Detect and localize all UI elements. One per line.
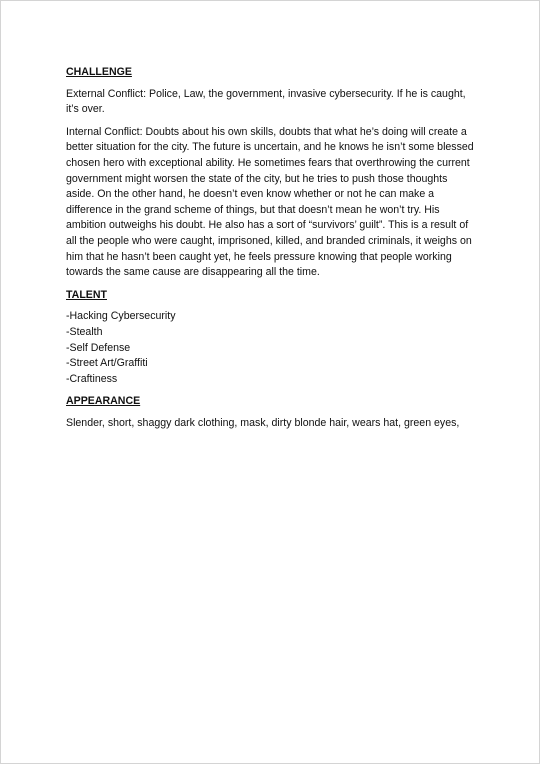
document-body (66, 65, 478, 438)
appearance-heading: APPEARANCE (66, 395, 141, 408)
talent-list (66, 309, 478, 387)
talent-heading: TALENT (66, 288, 107, 301)
talent-item: -Stealth (66, 325, 103, 338)
talent-item: -Street Art/Graffiti (66, 357, 148, 370)
appearance-section (66, 394, 478, 431)
internal-conflict-paragraph: Internal Conflict: Doubts about his own skills, doubts that what he’s doing will create a better situation for the city. The future is uncertain, and he knows he isn’t some blessed chosen hero with exceptional ability. He sometimes fears that overthrowing the current government might worsen the state of the city, but he tries to push those thoughts aside. On the other hand, he doesn’t even know whether or not he can make a difference in the grand scheme of things, but that doesn’t mean he won’t try. His ambition outweighs his doubt. He also has a sort of “survivors’ guilt”. This is a result of all the people who were caught, imprisoned, killed, and branded criminals, it weighs on him that he hasn’t been caught yet, he feels pressure knowing that people working towards the same cause are disappearing all the time. (66, 125, 474, 279)
challenge-section (66, 65, 478, 281)
external-conflict-paragraph: External Conflict: Police, Law, the government, invasive cybersecurity. If he is caught, it’s over. (66, 87, 466, 116)
talent-item: -Hacking Cybersecurity (66, 310, 176, 323)
talent-item: -Craftiness (66, 372, 118, 385)
talent-item: -Self Defense (66, 341, 131, 354)
challenge-heading: CHALLENGE (66, 66, 132, 78)
appearance-paragraph: Slender, short, shaggy dark clothing, mask, dirty blonde hair, wears hat, green eyes, (66, 416, 460, 429)
talent-section (66, 288, 478, 388)
